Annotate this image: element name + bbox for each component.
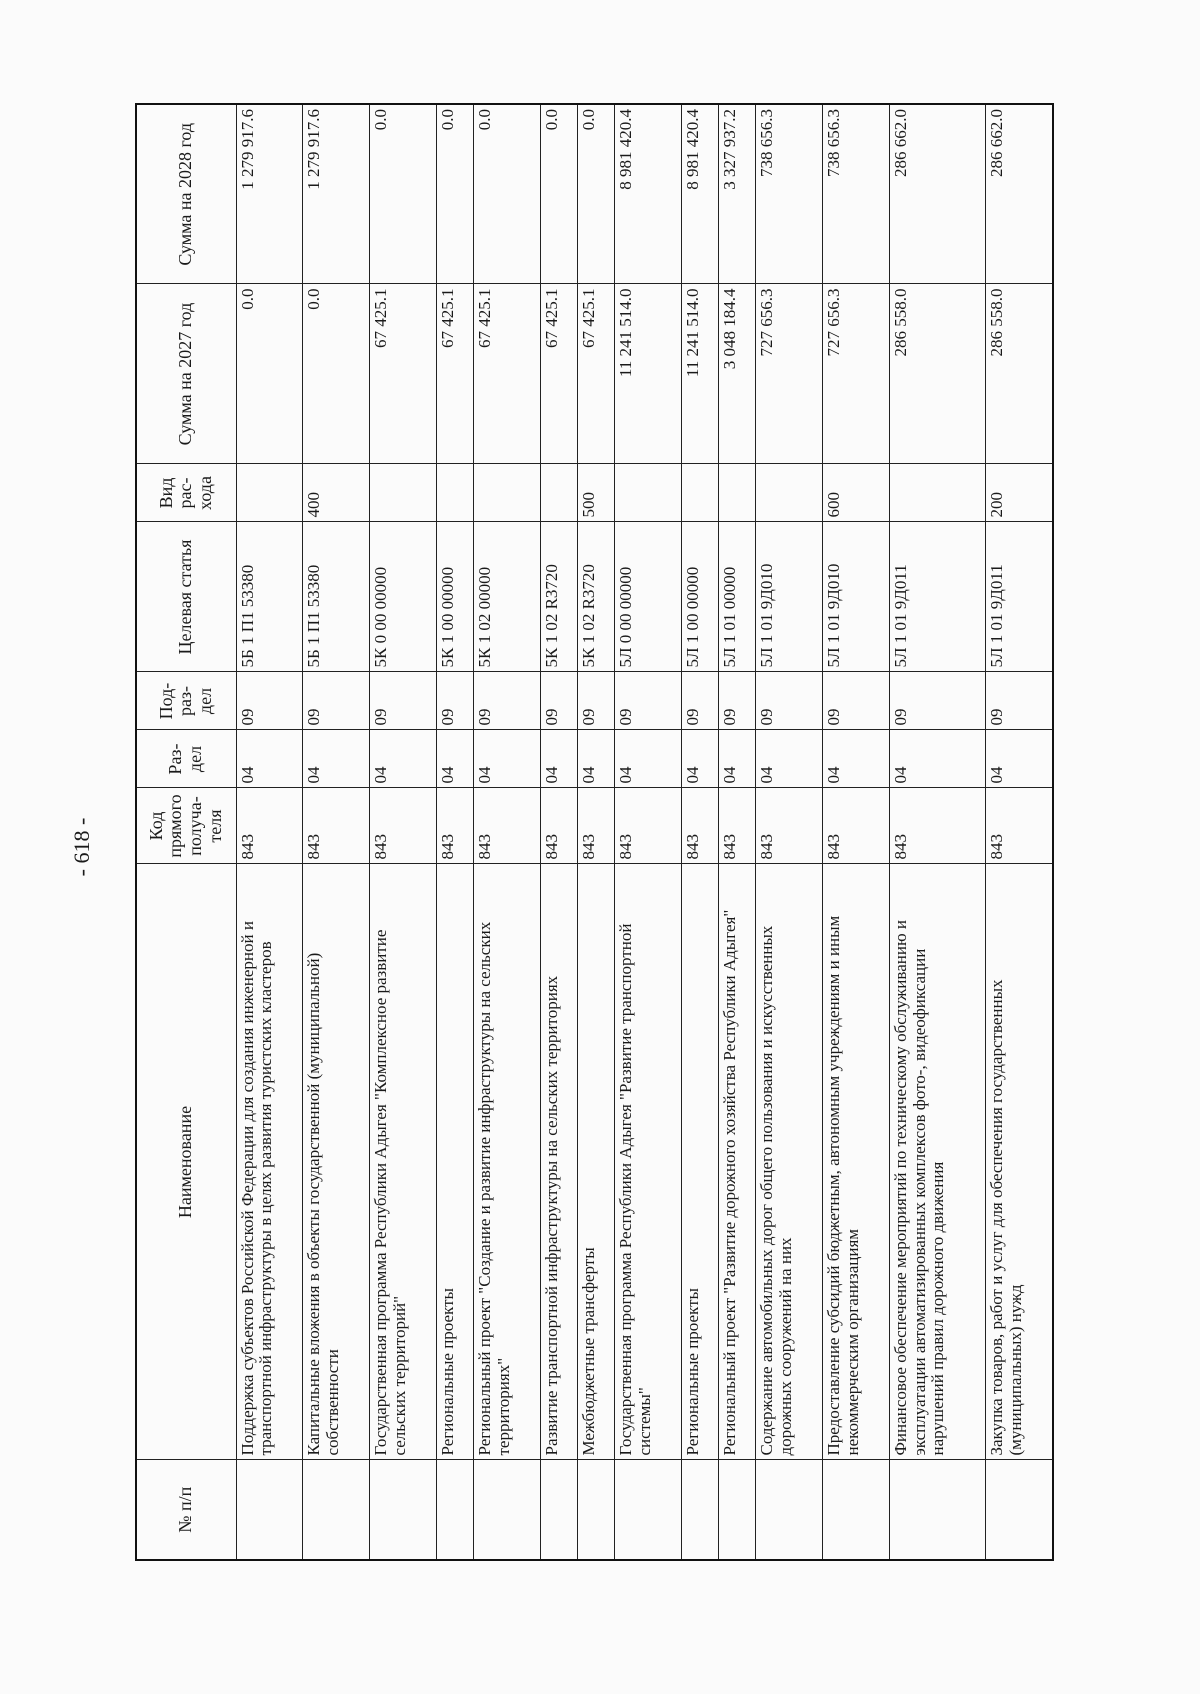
cell-name: Региональные проекты <box>681 864 718 1460</box>
header-num: № п/п <box>136 1460 236 1560</box>
cell-num <box>615 1460 682 1560</box>
cell-name: Капитальные вложения в объекты государственной (муниципальной) собственности <box>303 864 370 1460</box>
cell-expense <box>719 464 756 522</box>
cell-recipient: 843 <box>577 788 614 864</box>
cell-subsection: 09 <box>577 672 614 730</box>
cell-section: 04 <box>681 730 718 788</box>
header-target: Целевая статья <box>136 522 236 672</box>
cell-name: Региональный проект "Развитие дорожного хозяйства Республики Адыгея" <box>719 864 756 1460</box>
cell-sum2028: 738 656.3 <box>823 104 890 284</box>
cell-subsection: 09 <box>540 672 577 730</box>
cell-sum2028: 0.0 <box>540 104 577 284</box>
table-row <box>719 104 756 1560</box>
cell-subsection: 09 <box>436 672 473 730</box>
cell-expense <box>369 464 436 522</box>
table-row <box>540 104 577 1560</box>
cell-section: 04 <box>436 730 473 788</box>
cell-recipient: 843 <box>985 788 1053 864</box>
cell-subsection: 09 <box>303 672 370 730</box>
table-row <box>303 104 370 1560</box>
cell-recipient: 843 <box>719 788 756 864</box>
cell-num <box>681 1460 718 1560</box>
cell-sum2027: 0.0 <box>236 284 303 464</box>
cell-subsection: 09 <box>236 672 303 730</box>
cell-section: 04 <box>889 730 985 788</box>
cell-section: 04 <box>615 730 682 788</box>
table-row <box>236 104 303 1560</box>
cell-subsection: 09 <box>369 672 436 730</box>
cell-target: 5Л 1 00 00000 <box>681 522 718 672</box>
table-row <box>577 104 614 1560</box>
cell-sum2028: 8 981 420.4 <box>615 104 682 284</box>
cell-name: Региональный проект "Создание и развитие инфраструктуры на сельских территориях" <box>473 864 540 1460</box>
cell-sum2028: 286 662.0 <box>889 104 985 284</box>
cell-num <box>369 1460 436 1560</box>
cell-expense <box>756 464 823 522</box>
cell-name: Межбюджетные трансферты <box>577 864 614 1460</box>
cell-num <box>236 1460 303 1560</box>
cell-target: 5К 1 02 R3720 <box>540 522 577 672</box>
cell-expense: 600 <box>823 464 890 522</box>
cell-name: Поддержка субъектов Российской Федерации для создания инженерной и транспортной инфраструктуры в целях развития туристских кластеров <box>236 864 303 1460</box>
cell-sum2027: 727 656.3 <box>756 284 823 464</box>
cell-section: 04 <box>473 730 540 788</box>
cell-target: 5Л 0 00 00000 <box>615 522 682 672</box>
cell-name: Финансовое обеспечение мероприятий по техническому обслуживанию и эксплуатации автоматизированных комплексов фото-, видеофиксации нарушений правил дорожного движения <box>889 864 985 1460</box>
header-section: Раз-дел <box>136 730 236 788</box>
header-expense: Вид рас-хода <box>136 464 236 522</box>
cell-expense: 400 <box>303 464 370 522</box>
cell-num <box>889 1460 985 1560</box>
cell-sum2027: 67 425.1 <box>473 284 540 464</box>
cell-name: Развитие транспортной инфраструктуры на сельских территориях <box>540 864 577 1460</box>
table-row <box>436 104 473 1560</box>
cell-num <box>719 1460 756 1560</box>
cell-target: 5К 1 02 R3720 <box>577 522 614 672</box>
table-row <box>473 104 540 1560</box>
table-row <box>985 104 1053 1560</box>
cell-sum2027: 3 048 184.4 <box>719 284 756 464</box>
cell-target: 5Л 1 01 9Д011 <box>889 522 985 672</box>
table-header-row <box>136 104 236 1560</box>
cell-sum2027: 0.0 <box>303 284 370 464</box>
cell-recipient: 843 <box>540 788 577 864</box>
cell-expense <box>540 464 577 522</box>
cell-recipient: 843 <box>756 788 823 864</box>
cell-section: 04 <box>823 730 890 788</box>
page-number: - 618 - <box>69 817 94 877</box>
table-row <box>615 104 682 1560</box>
cell-recipient: 843 <box>236 788 303 864</box>
cell-name: Предоставление субсидий бюджетным, автономным учреждениям и иным некоммерческим организациям <box>823 864 890 1460</box>
cell-sum2028: 1 279 917.6 <box>236 104 303 284</box>
cell-sum2027: 11 241 514.0 <box>615 284 682 464</box>
cell-sum2028: 8 981 420.4 <box>681 104 718 284</box>
cell-section: 04 <box>540 730 577 788</box>
cell-subsection: 09 <box>985 672 1053 730</box>
cell-num <box>823 1460 890 1560</box>
cell-expense: 500 <box>577 464 614 522</box>
cell-target: 5К 0 00 00000 <box>369 522 436 672</box>
cell-sum2028: 0.0 <box>369 104 436 284</box>
cell-sum2027: 67 425.1 <box>436 284 473 464</box>
cell-target: 5Л 1 01 9Д011 <box>985 522 1053 672</box>
cell-expense: 200 <box>985 464 1053 522</box>
table-row <box>756 104 823 1560</box>
cell-subsection: 09 <box>615 672 682 730</box>
cell-section: 04 <box>719 730 756 788</box>
header-recipient: Код прямого получа-теля <box>136 788 236 864</box>
cell-sum2027: 286 558.0 <box>985 284 1053 464</box>
budget-table <box>135 103 1054 1561</box>
cell-num <box>756 1460 823 1560</box>
cell-num <box>577 1460 614 1560</box>
cell-sum2027: 727 656.3 <box>823 284 890 464</box>
cell-target: 5К 1 02 00000 <box>473 522 540 672</box>
cell-target: 5Б 1 П1 53380 <box>303 522 370 672</box>
table-row <box>681 104 718 1560</box>
cell-num <box>436 1460 473 1560</box>
cell-name: Содержание автомобильных дорог общего пользования и искусственных дорожных сооружений на них <box>756 864 823 1460</box>
cell-subsection: 09 <box>756 672 823 730</box>
cell-subsection: 09 <box>473 672 540 730</box>
cell-recipient: 843 <box>681 788 718 864</box>
table-row <box>889 104 985 1560</box>
cell-sum2028: 1 279 917.6 <box>303 104 370 284</box>
cell-expense <box>236 464 303 522</box>
cell-name: Государственная программа Республики Адыгея "Комплексное развитие сельских территорий" <box>369 864 436 1460</box>
cell-section: 04 <box>303 730 370 788</box>
cell-target: 5Л 1 01 00000 <box>719 522 756 672</box>
cell-recipient: 843 <box>369 788 436 864</box>
cell-sum2027: 67 425.1 <box>369 284 436 464</box>
cell-subsection: 09 <box>719 672 756 730</box>
cell-name: Закупка товаров, работ и услуг для обеспечения государственных (муниципальных) нужд <box>985 864 1053 1460</box>
cell-recipient: 843 <box>615 788 682 864</box>
cell-subsection: 09 <box>681 672 718 730</box>
cell-recipient: 843 <box>473 788 540 864</box>
cell-expense <box>473 464 540 522</box>
cell-sum2028: 0.0 <box>436 104 473 284</box>
header-sum2027: Сумма на 2027 год <box>136 284 236 464</box>
cell-sum2027: 286 558.0 <box>889 284 985 464</box>
cell-num <box>985 1460 1053 1560</box>
cell-section: 04 <box>756 730 823 788</box>
header-subsection: Под-раз-дел <box>136 672 236 730</box>
cell-name: Государственная программа Республики Адыгея "Развитие транспортной системы" <box>615 864 682 1460</box>
cell-sum2028: 0.0 <box>577 104 614 284</box>
cell-section: 04 <box>985 730 1053 788</box>
cell-recipient: 843 <box>303 788 370 864</box>
cell-expense <box>889 464 985 522</box>
cell-section: 04 <box>236 730 303 788</box>
cell-num <box>540 1460 577 1560</box>
cell-sum2028: 738 656.3 <box>756 104 823 284</box>
cell-num <box>303 1460 370 1560</box>
cell-subsection: 09 <box>889 672 985 730</box>
cell-expense <box>681 464 718 522</box>
cell-sum2028: 286 662.0 <box>985 104 1053 284</box>
cell-sum2028: 3 327 937.2 <box>719 104 756 284</box>
cell-name: Региональные проекты <box>436 864 473 1460</box>
cell-section: 04 <box>577 730 614 788</box>
cell-expense <box>436 464 473 522</box>
cell-target: 5Л 1 01 9Д010 <box>823 522 890 672</box>
cell-recipient: 843 <box>889 788 985 864</box>
header-sum2028: Сумма на 2028 год <box>136 104 236 284</box>
cell-sum2027: 67 425.1 <box>540 284 577 464</box>
cell-expense <box>615 464 682 522</box>
cell-subsection: 09 <box>823 672 890 730</box>
cell-recipient: 843 <box>436 788 473 864</box>
table-row <box>823 104 890 1560</box>
header-name: Наименование <box>136 864 236 1460</box>
cell-sum2027: 67 425.1 <box>577 284 614 464</box>
cell-target: 5Б 1 П1 53380 <box>236 522 303 672</box>
cell-target: 5Л 1 01 9Д010 <box>756 522 823 672</box>
cell-num <box>473 1460 540 1560</box>
budget-table-container <box>135 105 1054 1561</box>
cell-recipient: 843 <box>823 788 890 864</box>
cell-sum2027: 11 241 514.0 <box>681 284 718 464</box>
table-row <box>369 104 436 1560</box>
cell-sum2028: 0.0 <box>473 104 540 284</box>
cell-section: 04 <box>369 730 436 788</box>
cell-target: 5К 1 00 00000 <box>436 522 473 672</box>
